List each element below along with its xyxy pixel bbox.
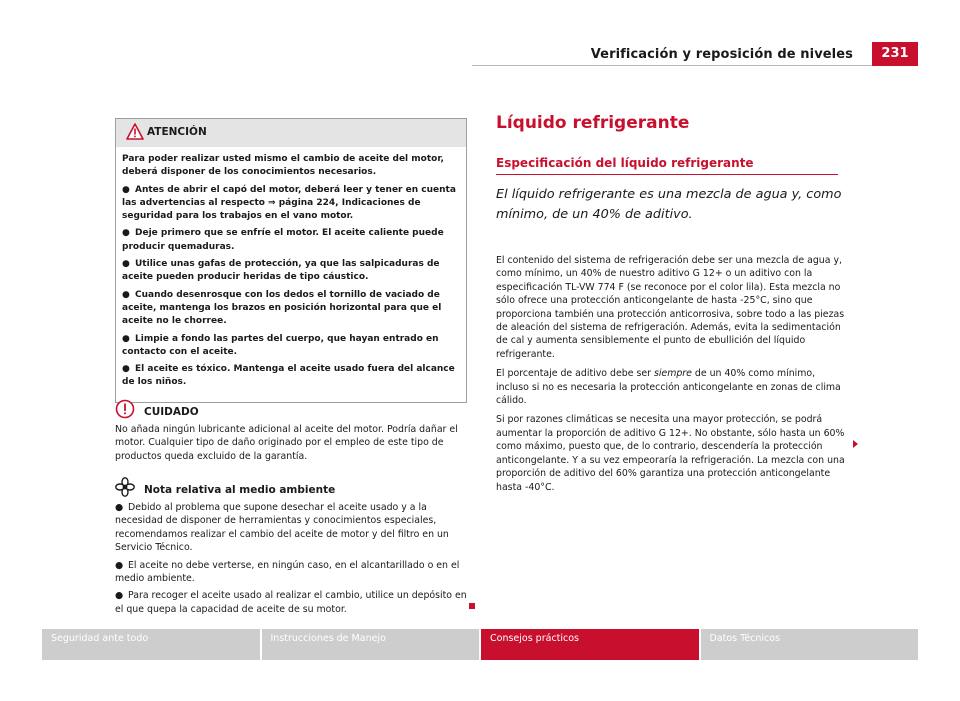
- body-text-part: de un 40% como mínimo, incluso si no es necesaria la protección anticongelante en zonas de clima cálido.: [496, 368, 841, 407]
- body-paragraph: El contenido del sistema de refrigeración debe ser una mezcla de agua y, como mínimo, un 40% de nuestro aditivo G 12+ o un aditivo con la especificación TL-VW 774 F (se reconoce por el color lila). Esta mezcla no sólo ofrece una protección anticongelante de hasta -25°C, sino que proporciona también una protección anticorrosiva, sobre todo a las piezas de aleación del sistema de refrigeración. Además, evita la sedimentación de cal y aumenta sensiblemente el punto de ebullición del líquido refrigerante.: [496, 255, 845, 360]
- bullet: ●: [122, 184, 130, 195]
- caution-heading: [115, 399, 467, 423]
- warning-intro: Para poder realizar usted mismo el cambio de aceite del motor, deberá disponer de los conocimientos necesarios.: [122, 154, 444, 178]
- environment-item: [115, 589, 467, 616]
- tab-seguridad[interactable]: Seguridad ante todo: [42, 629, 262, 660]
- lead-paragraph: El líquido refrigerante es una mezcla de agua y, como mínimo, de un 40% de aditivo.: [496, 187, 842, 222]
- warning-item-text: Limpie a fondo las partes del cuerpo, que hayan entrado en contacto con el aceite.: [122, 333, 439, 357]
- bullet: ●: [115, 559, 124, 571]
- warning-item-text: Deje primero que se enfríe el motor. El aceite caliente puede producir quemaduras.: [122, 228, 444, 252]
- footer-section-tabs: [42, 629, 918, 660]
- bullet: ●: [122, 259, 130, 270]
- tab-consejos[interactable]: Consejos prácticos: [481, 629, 701, 660]
- environment-title: Nota relativa al medio ambiente: [144, 484, 336, 496]
- next-page-arrow-icon: [853, 440, 858, 448]
- section-end-marker: [469, 603, 475, 609]
- warning-item: [122, 289, 460, 329]
- environment-note: [115, 477, 467, 620]
- caution-section: [115, 399, 467, 467]
- subsection-rule: [496, 174, 838, 175]
- page-header-title: Verificación y reposición de niveles: [590, 47, 853, 62]
- warning-triangle-icon: [126, 123, 144, 144]
- warning-item: [122, 184, 460, 224]
- warning-box-header: [116, 119, 466, 147]
- body-paragraph: Si por razones climáticas se necesita una mayor protección, se podrá aumentar la proporción de aditivo G 12+. No obstante, sólo hasta un 60% como máximo, puesto que, de lo contrario, descendería la protección anticongelante. Y a su vez empeoraría la refrigeración. La mezcla con una proporción de aditivo del 60% garantiza una protección anticongelante hasta -40°C.: [496, 414, 845, 493]
- tab-instrucciones[interactable]: Instrucciones de Manejo: [262, 629, 482, 660]
- warning-item-text: El aceite es tóxico. Mantenga el aceite usado fuera del alcance de los niños.: [122, 364, 455, 388]
- tab-datos[interactable]: Datos Técnicos: [701, 629, 919, 660]
- warning-item: [122, 333, 460, 360]
- body-emphasis: siempre: [653, 368, 692, 380]
- environment-item-text: Para recoger el aceite usado al realizar el cambio, utilice un depósito en el que quepa la capacidad de aceite de su motor.: [115, 590, 467, 615]
- body-text-part: El porcentaje de aditivo debe ser: [496, 368, 654, 380]
- body-text: [496, 254, 850, 500]
- caution-title: CUIDADO: [144, 406, 199, 418]
- bullet: ●: [122, 333, 130, 344]
- environment-item: [115, 559, 467, 586]
- warning-item-text: Antes de abrir el capó del motor, deberá leer y tener en cuenta las advertencias al respecto ⇒ página 224, Indicaciones de seguridad para los trabajos en el vano motor.: [122, 184, 456, 222]
- section-title: Líquido refrigerante: [496, 113, 690, 133]
- bullet: ●: [122, 228, 130, 239]
- environment-flower-icon: [115, 477, 135, 507]
- header-rule: [472, 65, 872, 66]
- warning-item-text: Cuando desenrosque con los dedos el tornillo de vaciado de aceite, mantenga los brazos en posición horizontal para que el aceite no le chorree.: [122, 289, 442, 327]
- warning-item: [122, 363, 460, 390]
- warning-item-text: Utilice unas gafas de protección, ya que las salpicaduras de aceite pueden producir heridas de tipo cáustico.: [122, 259, 440, 283]
- environment-item-text: Debido al problema que supone desechar el aceite usado y a la necesidad de disponer de herramientas y conocimientos especiales, recomendamos realizar el cambio del aceite de motor y del filtro en un Servicio Técnico.: [115, 502, 449, 554]
- bullet: ●: [122, 364, 130, 375]
- environment-item-text: El aceite no debe verterse, en ningún caso, en el alcantarillado o en el medio ambiente.: [115, 559, 460, 585]
- environment-item: [115, 501, 467, 555]
- warning-item: [122, 258, 460, 285]
- bullet: ●: [115, 590, 124, 602]
- warning-box: [115, 118, 467, 403]
- bullet: ●: [122, 289, 130, 300]
- warning-body: [116, 147, 466, 402]
- warning-title: ATENCIÓN: [147, 126, 207, 138]
- caution-text: No añada ningún lubricante adicional al aceite del motor. Podría dañar el motor. Cualquier tipo de daño originado por el empleo de este tipo de productos queda excluido de la garantía.: [115, 424, 458, 462]
- environment-heading: [115, 477, 467, 501]
- exclamation-circle-icon: [115, 399, 135, 429]
- subsection-title: Especificación del líquido refrigerante: [496, 156, 754, 170]
- page-number: 231: [872, 42, 918, 66]
- bullet: ●: [115, 502, 124, 513]
- body-paragraph: [496, 367, 850, 407]
- warning-item: [122, 227, 460, 254]
